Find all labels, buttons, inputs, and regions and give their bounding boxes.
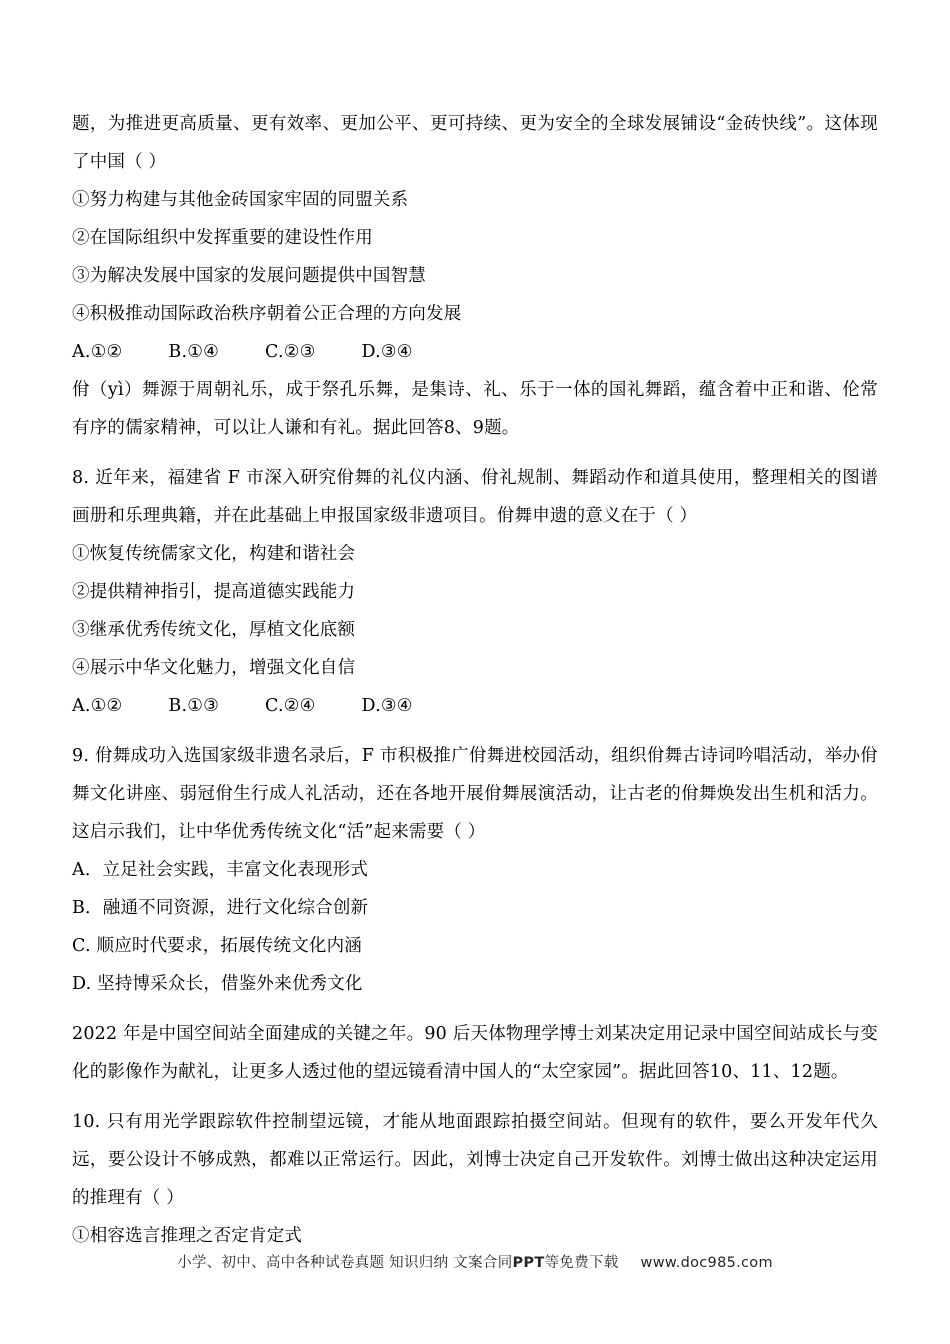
- q10-item-1: ①相容选言推理之否定肯定式: [72, 1226, 303, 1246]
- q8-item-3: ③继承优秀传统文化，厚植文化底额: [72, 620, 356, 640]
- paragraph-q7-item-2: ②在国际组织中发挥重要的建设性作用: [72, 228, 373, 248]
- material-yi-dance: 佾（yì）舞源于周朝礼乐，成于祭孔乐舞，是集诗、礼、乐于一体的国礼舞蹈，蕴含着中正和谐、伦常有序的儒家精神，可以让人谦和有礼。据此回答8、9题。: [72, 380, 878, 438]
- footer-brand: PPT: [512, 1255, 545, 1271]
- footer-text: 小学、初中、高中各种试卷真题 知识归纳 文案合同: [177, 1255, 513, 1271]
- footer-url[interactable]: www.doc985.com: [640, 1255, 773, 1271]
- q8-item-1: ①恢复传统儒家文化，构建和谐社会: [72, 544, 356, 564]
- q7-option-c: C.②③: [265, 342, 316, 362]
- q8-item-2: ②提供精神指引，提高道德实践能力: [72, 582, 356, 602]
- q8-option-d: D.③④: [361, 696, 413, 716]
- material-space-station: 2022 年是中国空间站全面建成的关键之年。90 后天体物理学博士刘某决定用记录中国空间站成长与变化的影像作为献礼，让更多人透过他的望远镜看清中国人的“太空家园”。据此回答10、11、12题。: [72, 1024, 878, 1082]
- question-10-stem: 10. 只有用光学跟踪软件控制望远镜，才能从地面跟踪拍摄空间站。但现有的软件，要么开发年代久远，要公设计不够成熟，都难以正常运行。因此，刘博士决定自己开发软件。刘博士做出这种决定运用的推理有（ ）: [72, 1112, 878, 1208]
- paragraph-q7-item-4: ④积极推动国际政治秩序朝着公正合理的方向发展: [72, 304, 462, 324]
- q9-option-d: D. 坚持博采众长，借鉴外来优秀文化: [72, 974, 363, 994]
- q9-option-a: A．立足社会实践，丰富文化表现形式: [72, 860, 369, 880]
- q8-option-b: B.①③: [168, 696, 219, 716]
- page-footer: [0, 1251, 950, 1272]
- q8-option-a: A.①②: [72, 696, 123, 716]
- footer-suffix: 等免费下载: [544, 1255, 619, 1271]
- question-9-stem: 9. 佾舞成功入选国家级非遗名录后，F 市积极推广佾舞进校园活动，组织佾舞古诗词吟唱活动，举办佾舞文化讲座、弱冠佾生行成人礼活动，还在各地开展佾舞展演活动，让古老的佾舞焕发出生机和活力。这启示我们，让中华优秀传统文化“活”起来需要（ ）: [72, 746, 878, 842]
- paragraph-q7-stem-continued: 题，为推进更高质量、更有效率、更加公平、更可持续、更为安全的全球发展铺设“金砖快线”。这体现了中国（ ）: [72, 114, 878, 172]
- q7-option-d: D.③④: [361, 342, 413, 362]
- q7-option-b: B.①④: [168, 342, 219, 362]
- q8-options-row: [72, 687, 878, 725]
- q9-option-b: B．融通不同资源，进行文化综合创新: [72, 898, 369, 918]
- q7-option-a: A.①②: [72, 342, 123, 362]
- question-8-stem: 8. 近年来，福建省 F 市深入研究佾舞的礼仪内涵、佾礼规制、舞蹈动作和道具使用，整理相关的图谱画册和乐理典籍，并在此基础上申报国家级非遗项目。佾舞申遗的意义在于（ ）: [72, 468, 878, 526]
- q8-option-c: C.②④: [265, 696, 316, 716]
- q7-options-row: [72, 333, 878, 371]
- q8-item-4: ④展示中华文化魅力，增强文化自信: [72, 658, 356, 678]
- paragraph-q7-item-3: ③为解决发展中国家的发展问题提供中国智慧: [72, 266, 426, 286]
- paragraph-q7-item-1: ①努力构建与其他金砖国家牢固的同盟关系: [72, 190, 409, 210]
- q9-option-c: C. 顺应时代要求，拓展传统文化内涵: [72, 936, 362, 956]
- document-body: [72, 105, 878, 1255]
